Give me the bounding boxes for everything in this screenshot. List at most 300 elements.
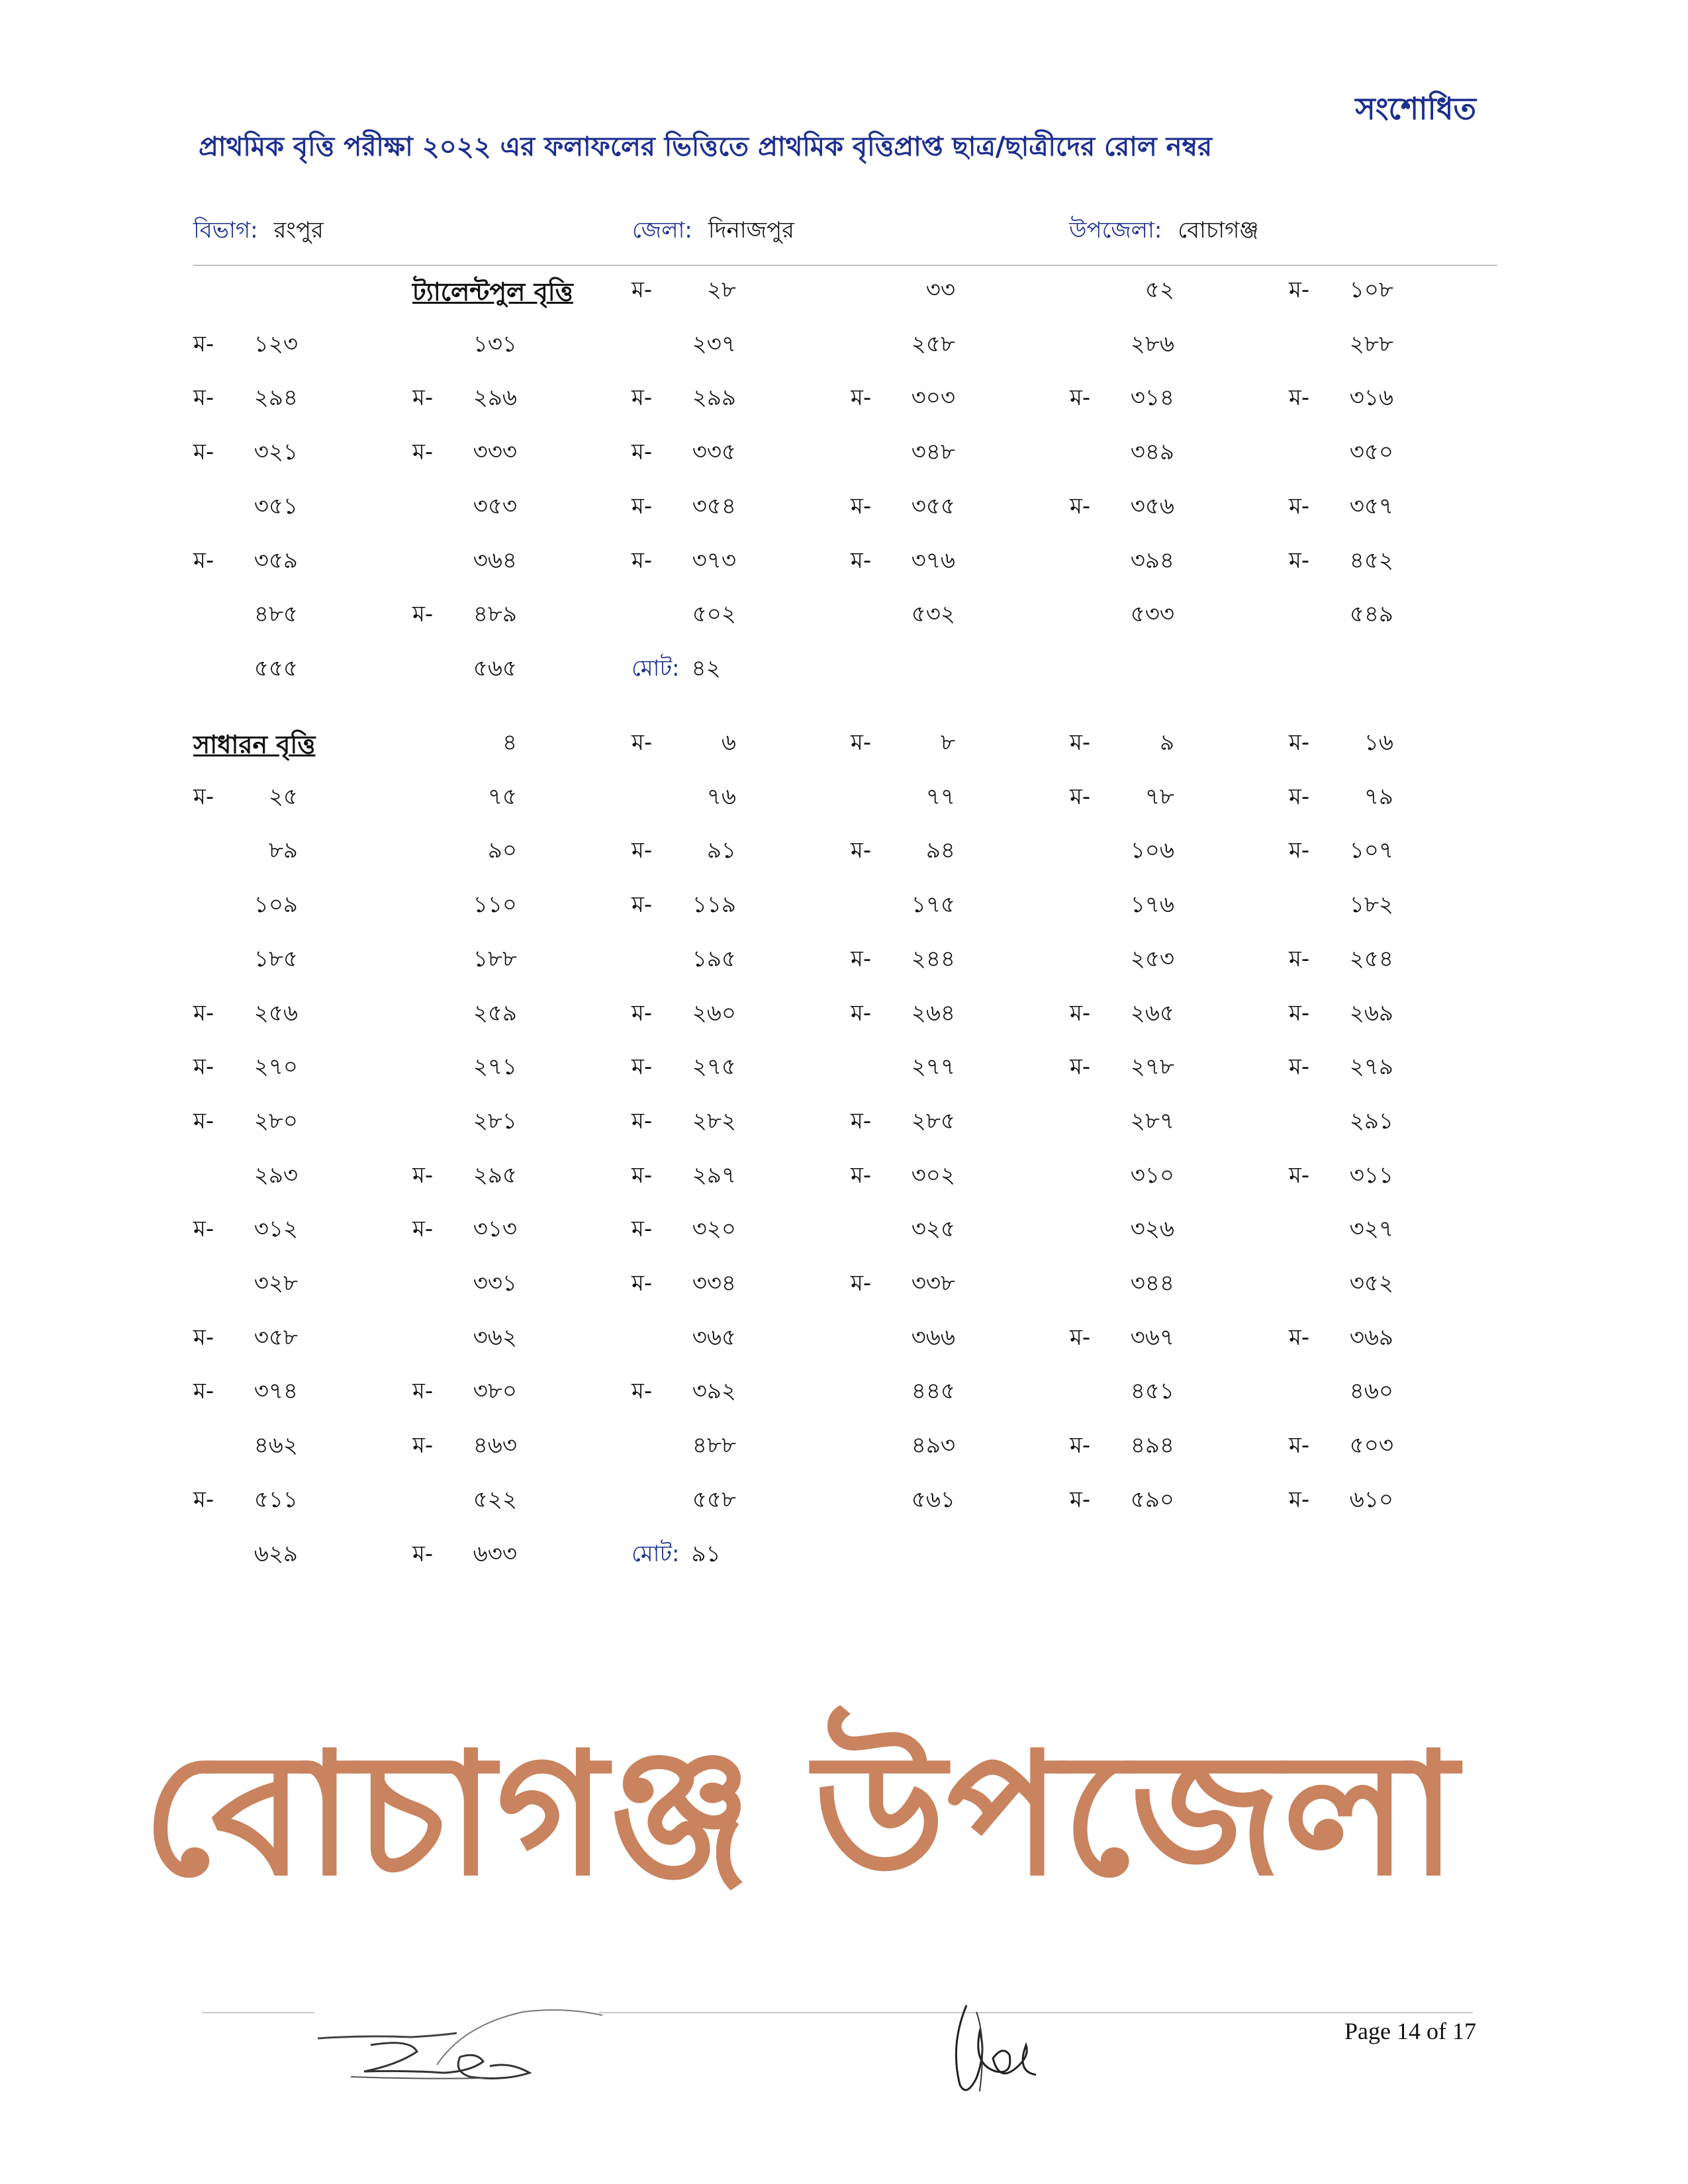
roll-entry xyxy=(193,887,385,925)
district-value: দিনাজপুর xyxy=(708,217,794,244)
roll-number: ৩৫৫ xyxy=(911,492,955,520)
roll-entry xyxy=(1289,1482,1481,1520)
roll-number: ২৭৭ xyxy=(911,1054,955,1081)
roll-number: ৩১০ xyxy=(1130,1161,1174,1189)
roll-number: ৫০৩ xyxy=(1349,1432,1393,1459)
roll-entry xyxy=(193,1537,385,1574)
roll-prefix: ম- xyxy=(1289,999,1310,1026)
roll-number: ৪৪৫ xyxy=(911,1378,955,1405)
roll-prefix: ম- xyxy=(193,1486,214,1513)
roll-entry xyxy=(193,996,385,1034)
roll-entry xyxy=(1070,1050,1262,1087)
roll-entry xyxy=(632,725,823,763)
roll-prefix: ম- xyxy=(1289,385,1310,412)
roll-prefix: ম- xyxy=(1289,783,1310,810)
roll-prefix: ম- xyxy=(193,1054,214,1081)
roll-entry xyxy=(1070,725,1262,763)
roll-entry xyxy=(1070,327,1262,365)
roll-number: ২৩৭ xyxy=(692,330,736,357)
roll-entry xyxy=(1289,887,1481,925)
roll-prefix: ম- xyxy=(412,1540,434,1567)
roll-number: ২৯৬ xyxy=(473,385,517,412)
roll-prefix: ম- xyxy=(193,1216,214,1243)
roll-entry xyxy=(632,1050,823,1087)
table-row xyxy=(193,725,1497,765)
roll-number: ৮৯ xyxy=(268,837,298,864)
roll-entry xyxy=(1070,273,1262,310)
roll-number: ৫৩২ xyxy=(911,601,955,628)
roll-prefix: ম- xyxy=(1070,783,1091,810)
roll-prefix: ম- xyxy=(851,729,872,756)
roll-prefix: ম- xyxy=(1070,1486,1091,1513)
roll-entry xyxy=(1289,1320,1481,1358)
roll-entry xyxy=(193,327,385,365)
roll-number: ৭৮ xyxy=(1145,783,1174,810)
roll-number: ১০৮ xyxy=(1349,277,1393,303)
roll-entry xyxy=(412,996,604,1034)
roll-entry xyxy=(1070,1158,1262,1196)
roll-prefix: ম- xyxy=(851,999,872,1026)
page-number: Page 14 of 17 xyxy=(1344,2018,1476,2044)
roll-prefix: ম- xyxy=(851,1270,872,1297)
roll-entry xyxy=(1289,780,1481,817)
roll-number: ৭৭ xyxy=(925,783,955,810)
roll-number: ২৭৫ xyxy=(692,1054,736,1081)
roll-entry xyxy=(851,1374,1043,1412)
roll-number: ৭৯ xyxy=(1364,783,1393,810)
roll-prefix: ম- xyxy=(193,1107,214,1134)
roll-number: ৪৬৩ xyxy=(473,1432,517,1459)
roll-entry xyxy=(412,1050,604,1087)
roll-number: ৫১১ xyxy=(254,1486,298,1513)
roll-entry xyxy=(1070,1320,1262,1358)
roll-prefix: ম- xyxy=(412,1378,434,1405)
roll-entry xyxy=(851,381,1043,418)
roll-entry xyxy=(1289,1212,1481,1250)
roll-prefix: ম- xyxy=(632,1270,653,1297)
roll-prefix: ম- xyxy=(1289,945,1310,972)
roll-entry xyxy=(193,1104,385,1142)
roll-number: ২৭৮ xyxy=(1130,1054,1174,1081)
roll-number: ৩৯৪ xyxy=(1130,547,1174,574)
roll-entry xyxy=(632,833,823,871)
roll-entry xyxy=(1070,1212,1262,1250)
roll-entry xyxy=(632,1374,823,1412)
roll-entry xyxy=(412,489,604,527)
signature-center xyxy=(940,1992,1046,2105)
roll-entry xyxy=(412,1212,604,1250)
roll-entry xyxy=(412,327,604,365)
talentpool-label: ট্যালেন্টপুল বৃত্তি xyxy=(412,277,573,306)
roll-number: ৩৫১ xyxy=(254,492,298,520)
roll-entry xyxy=(632,1158,823,1196)
roll-prefix: ম- xyxy=(1289,1324,1310,1351)
roll-entry xyxy=(193,1428,385,1466)
roll-number: ৪৬২ xyxy=(254,1432,298,1459)
total-label: মোট: xyxy=(632,655,680,682)
roll-number: ১৬ xyxy=(1364,729,1393,756)
roll-number: ৭৬ xyxy=(706,783,736,810)
roll-prefix: ম- xyxy=(412,1161,434,1189)
roll-number: ৫২ xyxy=(1145,277,1174,303)
roll-entry xyxy=(1070,1428,1262,1466)
roll-entry xyxy=(1070,833,1262,871)
table-row xyxy=(193,651,1497,691)
roll-number: ৩৮০ xyxy=(473,1378,517,1405)
roll-number: ৩৬২ xyxy=(473,1324,517,1351)
roll-entry xyxy=(632,543,823,581)
roll-number: ২৫৯ xyxy=(473,999,517,1026)
roll-entry xyxy=(193,780,385,817)
roll-number: ৯০ xyxy=(487,837,517,864)
table-row xyxy=(193,1266,1497,1306)
roll-number: ২৯৭ xyxy=(692,1161,736,1189)
roll-prefix: ম- xyxy=(193,1378,214,1405)
roll-entry xyxy=(1070,996,1262,1034)
header-divider xyxy=(193,265,1497,266)
roll-prefix: ম- xyxy=(1289,1054,1310,1081)
roll-entry xyxy=(193,1374,385,1412)
roll-entry xyxy=(193,1320,385,1358)
roll-prefix: ম- xyxy=(632,439,653,466)
roll-number: ৫৯০ xyxy=(1130,1486,1174,1513)
table-row xyxy=(193,273,1497,312)
roll-number: ৩৭৪ xyxy=(254,1378,298,1405)
table-row xyxy=(193,1537,1497,1576)
roll-number: ৩৪৯ xyxy=(1130,439,1174,466)
roll-entry xyxy=(193,1050,385,1087)
roll-entry xyxy=(193,1266,385,1304)
table-row xyxy=(193,1482,1497,1522)
roll-entry xyxy=(412,1374,604,1412)
roll-number: ২৯৪ xyxy=(254,385,298,412)
roll-number: ৩৬৫ xyxy=(692,1324,736,1351)
roll-number: ২৯১ xyxy=(1349,1107,1393,1134)
roll-number: ২৫৬ xyxy=(254,999,298,1026)
roll-prefix: ম- xyxy=(632,1054,653,1081)
roll-prefix: ম- xyxy=(632,837,653,864)
total-value: ৯১ xyxy=(691,1540,721,1567)
roll-prefix: ম- xyxy=(1289,492,1310,520)
roll-entry xyxy=(1070,381,1262,418)
roll-number: ২৬৪ xyxy=(911,999,955,1026)
roll-prefix: ম- xyxy=(1289,1486,1310,1513)
roll-number: ৩৯২ xyxy=(692,1378,736,1405)
roll-entry xyxy=(632,1320,823,1358)
roll-number: ৩৩৫ xyxy=(692,439,736,466)
roll-entry xyxy=(1289,381,1481,418)
roll-entry xyxy=(1289,1266,1481,1304)
roll-number: ৩১৪ xyxy=(1130,385,1174,412)
roll-entry xyxy=(632,597,823,635)
roll-entry xyxy=(412,435,604,473)
roll-number: ৫৪৯ xyxy=(1349,601,1393,628)
roll-number: ১১০ xyxy=(473,891,517,919)
roll-number: ৯৪ xyxy=(925,837,955,864)
roll-number: ২৫ xyxy=(268,783,298,810)
roll-entry xyxy=(1289,597,1481,635)
roll-number: ২৬৫ xyxy=(1130,999,1174,1026)
table-row xyxy=(193,1320,1497,1360)
roll-prefix: ম- xyxy=(1289,277,1310,303)
roll-number: ১১৯ xyxy=(692,891,736,919)
roll-entry xyxy=(851,489,1043,527)
roll-entry xyxy=(1070,489,1262,527)
roll-number: ২৬৯ xyxy=(1349,999,1393,1026)
roll-number: ৫৬১ xyxy=(911,1486,955,1513)
table-row xyxy=(193,1158,1497,1198)
roll-entry xyxy=(193,435,385,473)
roll-entry xyxy=(193,1212,385,1250)
roll-entry xyxy=(1289,489,1481,527)
roll-number: ৮ xyxy=(940,729,955,756)
roll-number: ৬১০ xyxy=(1349,1486,1393,1513)
roll-prefix: ম- xyxy=(632,492,653,520)
roll-number: ৩৫৭ xyxy=(1349,492,1393,520)
table-row xyxy=(193,942,1497,981)
roll-number: ৫২২ xyxy=(473,1486,517,1513)
roll-entry xyxy=(1070,887,1262,925)
roll-entry xyxy=(851,887,1043,925)
roll-entry xyxy=(851,996,1043,1034)
roll-entry xyxy=(1070,435,1262,473)
roll-number: ৩৬৪ xyxy=(473,547,517,574)
roll-number: ২৮২ xyxy=(692,1107,736,1134)
district-field xyxy=(632,213,794,251)
roll-number: ৩১২ xyxy=(254,1216,298,1243)
roll-number: ৩৫৬ xyxy=(1130,492,1174,520)
roll-entry xyxy=(632,780,823,817)
section-total xyxy=(632,1537,823,1574)
roll-number: ২৪৪ xyxy=(911,945,955,972)
roll-prefix: ম- xyxy=(1070,492,1091,520)
roll-prefix: ম- xyxy=(851,547,872,574)
roll-number: ২৭৯ xyxy=(1349,1054,1393,1081)
roll-prefix: ম- xyxy=(412,1432,434,1459)
roll-entry xyxy=(632,1104,823,1142)
roll-entry xyxy=(632,381,823,418)
roll-prefix: ম- xyxy=(1070,999,1091,1026)
roll-entry xyxy=(193,651,385,689)
roll-number: ৩৫৯ xyxy=(254,547,298,574)
roll-number: ৪৮৯ xyxy=(473,601,517,628)
page-title: প্রাথমিক বৃত্তি পরীক্ষা ২০২২ এর ফলাফলের ভিত্তিতে প্রাথমিক বৃত্তিপ্রাপ্ত ছাত্র/ছাত্রীদের রোল নম্বর xyxy=(199,132,1213,162)
roll-prefix: ম- xyxy=(632,277,653,303)
roll-number: ৩২০ xyxy=(692,1216,736,1243)
roll-number: ৩০২ xyxy=(911,1161,955,1189)
roll-number: ৩৭৩ xyxy=(692,547,736,574)
roll-entry xyxy=(193,1482,385,1520)
division-field xyxy=(193,213,324,251)
roll-entry xyxy=(632,1212,823,1250)
roll-number: ৪৯৪ xyxy=(1130,1432,1174,1459)
roll-prefix: ম- xyxy=(632,729,653,756)
roll-prefix: ম- xyxy=(1070,1432,1091,1459)
roll-number: ২৭০ xyxy=(254,1054,298,1081)
roll-entry xyxy=(193,942,385,979)
roll-entry xyxy=(851,833,1043,871)
roll-entry xyxy=(412,1158,604,1196)
table-row xyxy=(193,780,1497,819)
roll-prefix: ম- xyxy=(632,891,653,919)
roll-prefix: ম- xyxy=(851,385,872,412)
roll-number: ৩১৩ xyxy=(473,1216,517,1243)
division-label: বিভাগ: xyxy=(193,217,258,244)
roll-entry xyxy=(1289,1050,1481,1087)
signature-left xyxy=(311,1999,616,2098)
roll-prefix: ম- xyxy=(193,999,214,1026)
roll-number: ৩২১ xyxy=(254,439,298,466)
roll-number: ১০৬ xyxy=(1130,837,1174,864)
roll-prefix: ম- xyxy=(851,492,872,520)
roll-entry xyxy=(851,1266,1043,1304)
roll-number: ৩১১ xyxy=(1349,1161,1393,1189)
roll-entry xyxy=(1070,1482,1262,1520)
table-row xyxy=(193,1104,1497,1144)
roll-entry xyxy=(412,780,604,817)
roll-entry xyxy=(1070,1104,1262,1142)
section-total xyxy=(632,651,823,689)
roll-prefix: ম- xyxy=(851,1161,872,1189)
roll-number: ৬২৯ xyxy=(254,1540,298,1567)
roll-entry xyxy=(1289,942,1481,979)
roll-entry xyxy=(1289,543,1481,581)
roll-entry xyxy=(632,942,823,979)
roll-prefix: ম- xyxy=(193,385,214,412)
roll-entry xyxy=(632,327,823,365)
roll-entry xyxy=(412,1537,604,1574)
roll-number: ৩৬৬ xyxy=(911,1324,955,1351)
roll-entry xyxy=(193,543,385,581)
roll-number: ৩৩৮ xyxy=(911,1270,955,1297)
roll-entry xyxy=(412,1482,604,1520)
roll-prefix: ম- xyxy=(1070,1054,1091,1081)
roll-entry xyxy=(1289,273,1481,310)
roll-entry xyxy=(1289,1374,1481,1412)
roll-entry xyxy=(1289,1428,1481,1466)
roll-entry xyxy=(1289,1158,1481,1196)
upazila-value: বোচাগঞ্জ xyxy=(1178,217,1259,244)
table-row xyxy=(193,1428,1497,1468)
roll-prefix: ম- xyxy=(632,547,653,574)
roll-number: ৯১ xyxy=(706,837,736,864)
roll-entry xyxy=(1070,597,1262,635)
roll-entry xyxy=(632,1428,823,1466)
roll-number: ২৮৫ xyxy=(911,1107,955,1134)
roll-number: ৪৫২ xyxy=(1349,547,1393,574)
roll-number: ৩২৫ xyxy=(911,1216,955,1243)
roll-entry xyxy=(851,273,1043,310)
table-row xyxy=(193,887,1497,927)
table-row xyxy=(193,327,1497,367)
district-label: জেলা: xyxy=(632,217,692,244)
table-row xyxy=(193,597,1497,637)
roll-number: ৩৫৪ xyxy=(692,492,736,520)
roll-number: ১৮৫ xyxy=(254,945,298,972)
roll-entry xyxy=(412,543,604,581)
roll-entry xyxy=(632,1266,823,1304)
roll-prefix: ম- xyxy=(412,385,434,412)
footer-rule-left xyxy=(202,2012,314,2013)
roll-entry xyxy=(1070,780,1262,817)
roll-number: ৩৫০ xyxy=(1349,439,1393,466)
upazila-label: উপজেলা: xyxy=(1069,217,1162,244)
roll-prefix: ম- xyxy=(851,837,872,864)
roll-number: ৩৫২ xyxy=(1349,1270,1393,1297)
roll-entry xyxy=(632,1482,823,1520)
roll-entry xyxy=(193,1158,385,1196)
roll-entry xyxy=(193,833,385,871)
roll-number: ৩২৮ xyxy=(254,1270,298,1297)
roll-number: ২৮৭ xyxy=(1130,1107,1174,1134)
roll-entry xyxy=(851,543,1043,581)
roll-number: ৩৩৩ xyxy=(473,439,517,466)
roll-entry xyxy=(851,435,1043,473)
roll-number: ৩৬৭ xyxy=(1130,1324,1174,1351)
roll-number: ৬৩৩ xyxy=(473,1540,517,1567)
roll-prefix: ম- xyxy=(1070,1324,1091,1351)
total-label: মোট: xyxy=(632,1540,680,1567)
table-row xyxy=(193,996,1497,1036)
roll-prefix: ম- xyxy=(1289,547,1310,574)
roll-entry xyxy=(412,1428,604,1466)
roll-number: ২৮১ xyxy=(473,1107,517,1134)
roll-number: ৩৫৩ xyxy=(473,492,517,520)
roll-entry xyxy=(1289,833,1481,871)
roll-entry xyxy=(412,887,604,925)
roll-prefix: ম- xyxy=(193,783,214,810)
roll-number: ২৮৮ xyxy=(1349,330,1393,357)
roll-number: ৪৫১ xyxy=(1130,1378,1174,1405)
roll-prefix: ম- xyxy=(632,1107,653,1134)
roll-number: ৩৭৬ xyxy=(911,547,955,574)
roll-entry xyxy=(412,597,604,635)
roll-entry xyxy=(412,942,604,979)
roll-prefix: ম- xyxy=(412,439,434,466)
roll-number: ৯ xyxy=(1159,729,1174,756)
roll-entry xyxy=(412,381,604,418)
roll-number: ২৯৩ xyxy=(254,1161,298,1189)
roll-entry xyxy=(1289,996,1481,1034)
roll-number: ৩০৩ xyxy=(911,385,955,412)
roll-entry xyxy=(851,1158,1043,1196)
roll-prefix: ম- xyxy=(632,1161,653,1189)
roll-entry xyxy=(632,273,823,310)
roll-entry xyxy=(851,780,1043,817)
roll-entry xyxy=(412,1266,604,1304)
roll-number: ৩৩১ xyxy=(473,1270,517,1297)
roll-number: ৬ xyxy=(721,729,736,756)
roll-number: ২৫৩ xyxy=(1130,945,1174,972)
roll-entry xyxy=(632,887,823,925)
roll-number: ১৩১ xyxy=(473,330,517,357)
roll-prefix: ম- xyxy=(1070,385,1091,412)
table-row xyxy=(193,381,1497,420)
roll-number: ২৮৬ xyxy=(1130,330,1174,357)
roll-entry xyxy=(412,1104,604,1142)
roll-prefix: ম- xyxy=(851,945,872,972)
roll-number: ৫৫৮ xyxy=(692,1486,736,1513)
roll-entry xyxy=(1289,435,1481,473)
roll-number: ২৭১ xyxy=(473,1054,517,1081)
roll-prefix: ম- xyxy=(193,330,214,357)
roll-entry xyxy=(851,327,1043,365)
roll-number: ১২৩ xyxy=(254,330,298,357)
roll-entry xyxy=(1070,1374,1262,1412)
roll-entry xyxy=(412,725,604,763)
roll-prefix: ম- xyxy=(412,601,434,628)
roll-number: ৭৫ xyxy=(487,783,517,810)
